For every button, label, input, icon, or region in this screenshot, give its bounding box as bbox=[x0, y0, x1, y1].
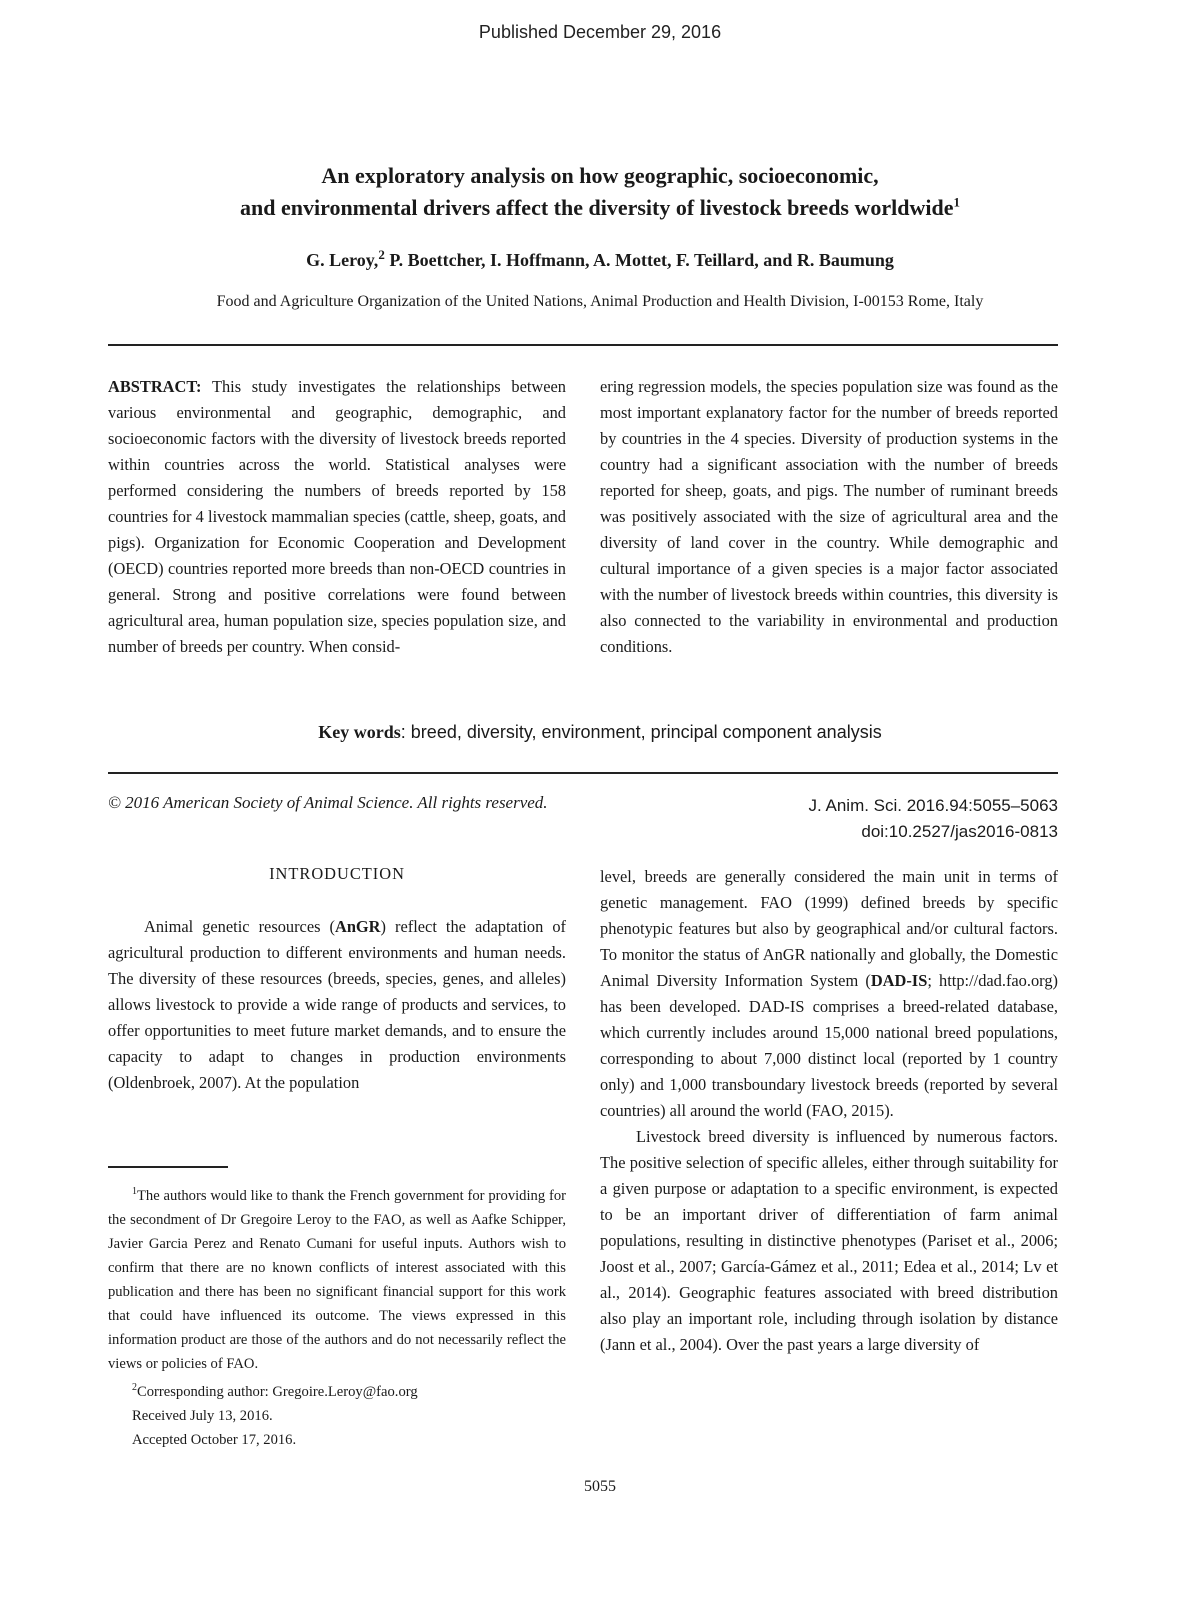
title-footnote-mark: 1 bbox=[953, 194, 960, 210]
footnote-2 bbox=[108, 1376, 566, 1404]
intro-text: ) reflect the adaptation of agricultural production to different environments and human needs. The diversity of these resources (breeds, species, genes, and alleles) allows livestock to provide a wide range of products and services, to offer opportunities to meet future market demands, and to ensure the capacity to adapt to changes in production environments (Oldenbroek, 2007). At the population bbox=[108, 917, 566, 1092]
title-line-1: An exploratory analysis on how geographic, socioeconomic, bbox=[321, 163, 879, 188]
journal-citation: J. Anim. Sci. 2016.94:5055–5063 bbox=[808, 796, 1058, 815]
article-title bbox=[60, 160, 1140, 224]
citation-block bbox=[700, 793, 1058, 845]
footnote-divider bbox=[108, 1166, 228, 1168]
abbr-dad-is: DAD-IS bbox=[870, 971, 928, 990]
section-heading-introduction: INTRODUCTION bbox=[269, 864, 405, 883]
received-date: Received July 13, 2016. bbox=[132, 1407, 273, 1424]
other-authors: P. Boettcher, I. Hoffmann, A. Mottet, F. Teillard, and R. Baumung bbox=[384, 250, 894, 270]
title-line-2: and environmental drivers affect the diversity of livestock breeds worldwide bbox=[240, 195, 954, 220]
intro-text: ; http://dad.fao.org) has been developed. DAD-IS comprises a breed-related database, which currently includes around 15,000 national breed populations, corresponding to about 7,000 distinct local (reported by 1 country only) and 1,000 transboundary livestock breeds (reported by several countries) all around the world (FAO, 2015). bbox=[600, 971, 1058, 1120]
abbr-angr: AnGR bbox=[334, 917, 381, 936]
introduction-left-column bbox=[108, 914, 566, 1096]
bottom-divider bbox=[108, 772, 1058, 774]
keywords-text: : breed, diversity, environment, principal component analysis bbox=[400, 722, 882, 742]
footnote-2-mark: 2 bbox=[132, 1381, 137, 1393]
published-date: Published December 29, 2016 bbox=[478, 22, 722, 42]
intro-right-paragraph-2: Livestock breed diversity is influenced by numerous factors. The positive selection of specific alleles, either through suitability for a given purpose or adaptation to a specific environment, is expected to be an important driver of differentiation of farm animal populations, resulting in distinctive phenotypes (Pariset et al., 2006; Joost et al., 2007; García-Gámez et al., 2011; Edea et al., 2014; Lv et al., 2014). Geographic features associated with breed distribution also play an important role, including through isolation by distance (Jann et al., 2004). Over the past years a large diversity of bbox=[600, 1127, 1058, 1354]
author-footnote-mark: 2 bbox=[378, 247, 385, 262]
corresponding-author: Corresponding author: Gregoire.Leroy@fao.org bbox=[137, 1383, 418, 1400]
affiliation: Food and Agriculture Organization of the United Nations, Animal Production and Health Division, I-00153 Rome, Italy bbox=[216, 293, 984, 310]
intro-text: Animal genetic resources ( bbox=[144, 917, 335, 936]
abstract-text-left: This study investigates the relationships between various environmental and geographic, demographic, and socioeconomic factors with the diversity of livestock breeds reported within countries across the world. Statistical analyses were performed considering the numbers of breeds reported by 158 countries for 4 livestock mammalian species (cattle, sheep, goats, and pigs). Organization for Economic Cooperation and Development (OECD) countries reported more breeds than non-OECD countries in general. Strong and positive correlations were found between agricultural area, human population size, species population size, and number of breeds per country. When consid- bbox=[108, 377, 566, 656]
copyright-notice: © 2016 American Society of Animal Science. All rights reserved. bbox=[108, 793, 548, 812]
keywords bbox=[0, 722, 1200, 743]
intro-right-paragraph-1 bbox=[600, 864, 1058, 1124]
footnote-1-mark: 1 bbox=[132, 1186, 137, 1197]
intro-text: level, breeds are generally considered the main unit in terms of genetic management. FAO (1999) defined breeds by specific phenotypic features but also by geographical and/or cultural factors. To monitor the status of AnGR nationally and globally, the Domestic Animal Diversity Information System ( bbox=[600, 867, 1058, 990]
author-list bbox=[60, 247, 1140, 271]
doi-link[interactable]: doi:10.2527/jas2016-0813 bbox=[861, 822, 1058, 841]
accepted-date: Accepted October 17, 2016. bbox=[132, 1431, 297, 1448]
footnotes bbox=[108, 1180, 566, 1452]
page-number: 5055 bbox=[584, 1478, 616, 1495]
footnote-1-text: The authors would like to thank the French government for providing for the secondment of Dr Gregoire Leroy to the FAO, as well as Aafke Schipper, Javier Garcia Perez and Renato Cumani for useful inputs. Authors wish to confirm that there are no known conflicts of interest associated with this publication and there has been no significant financial support for this work that could have influenced its outcome. The views expressed in this information product are those of the authors and do not necessarily reflect the views or policies of FAO. bbox=[108, 1187, 566, 1372]
first-author: G. Leroy, bbox=[306, 250, 379, 270]
top-divider bbox=[108, 344, 1058, 346]
abstract-right-column: ering regression models, the species population size was found as the most important explanatory factor for the number of breeds reported by countries in the 4 species. Diversity of production systems in the country had a significant association with the number of breeds reported for sheep, goats, and pigs. The number of ruminant breeds was positively associated with the size of agricultural area and the diversity of land cover in the country. While demographic and cultural importance of a given species is a major factor associated with the number of livestock breeds within countries, this diversity is also connected to the variability in environmental and production conditions. bbox=[600, 377, 1058, 656]
abstract-label: ABSTRACT: bbox=[108, 377, 202, 396]
abstract-left-column bbox=[108, 374, 566, 660]
keywords-label: Key words bbox=[318, 722, 401, 742]
footnote-1 bbox=[108, 1180, 566, 1376]
introduction-right-column bbox=[600, 864, 1058, 1358]
